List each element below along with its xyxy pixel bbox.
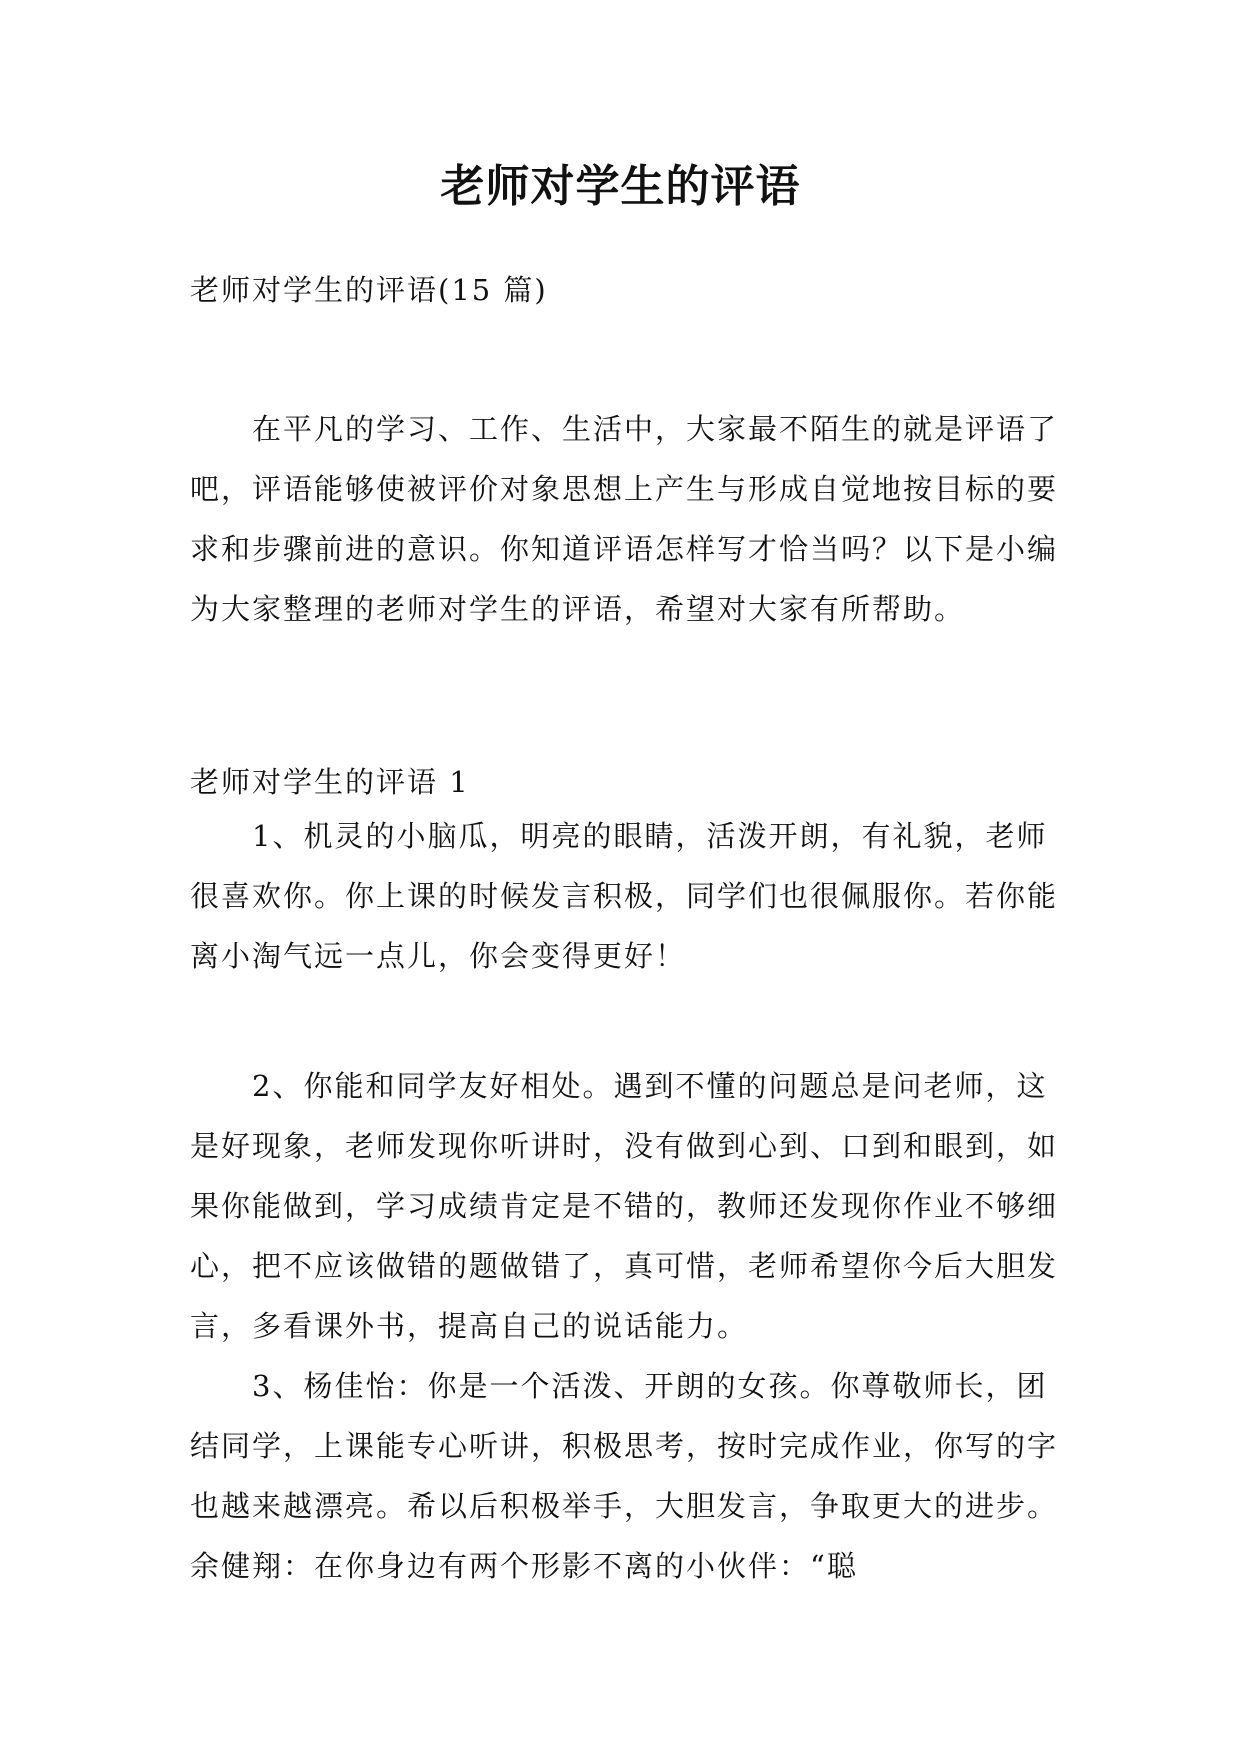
intro-paragraph: 在平凡的学习、工作、生活中，大家最不陌生的就是评语了吧，评语能够使被评价对象思想上产生与形成自觉地按目标的要求和步骤前进的意识。你知道评语怎样写才恰当吗？以下是小编为大家整理的老师对学生的评语，希望对大家有所帮助。 <box>190 412 1059 626</box>
page-title: 老师对学生的评语 <box>440 161 801 212</box>
comment-item-2: 2、你能和同学友好相处。遇到不懂的问题总是问老师，这是好现象，老师发现你听讲时，没有做到心到、口到和眼到，如果你能做到，学习成绩肯定是不错的，教师还发现你作业不够细心，把不应该做错的题做错了，真可惜，老师希望你今后大胆发言，多看课外书，提高自己的说话能力。 <box>190 1069 1059 1343</box>
section-heading: 老师对学生的评语 1 <box>190 765 470 799</box>
comment-list <box>190 806 1066 1596</box>
paragraph-gap <box>190 986 1066 1056</box>
comment-item-3: 3、杨佳怡：你是一个活泼、开朗的女孩。你尊敬师长，团结同学，上课能专心听讲，积极思考，按时完成作业，你写的字也越来越漂亮。希以后积极举手，大胆发言，争取更大的进步。余健翔：在你身边有两个形影不离的小伙伴：“聪 <box>190 1369 1059 1583</box>
document-subtitle: 老师对学生的评语(15 篇) <box>190 273 548 307</box>
comment-item-1: 1、机灵的小脑瓜，明亮的眼睛，活泼开朗，有礼貌，老师很喜欢你。你上课的时候发言积极，同学们也很佩服你。若你能离小淘气远一点儿，你会变得更好！ <box>190 819 1059 973</box>
